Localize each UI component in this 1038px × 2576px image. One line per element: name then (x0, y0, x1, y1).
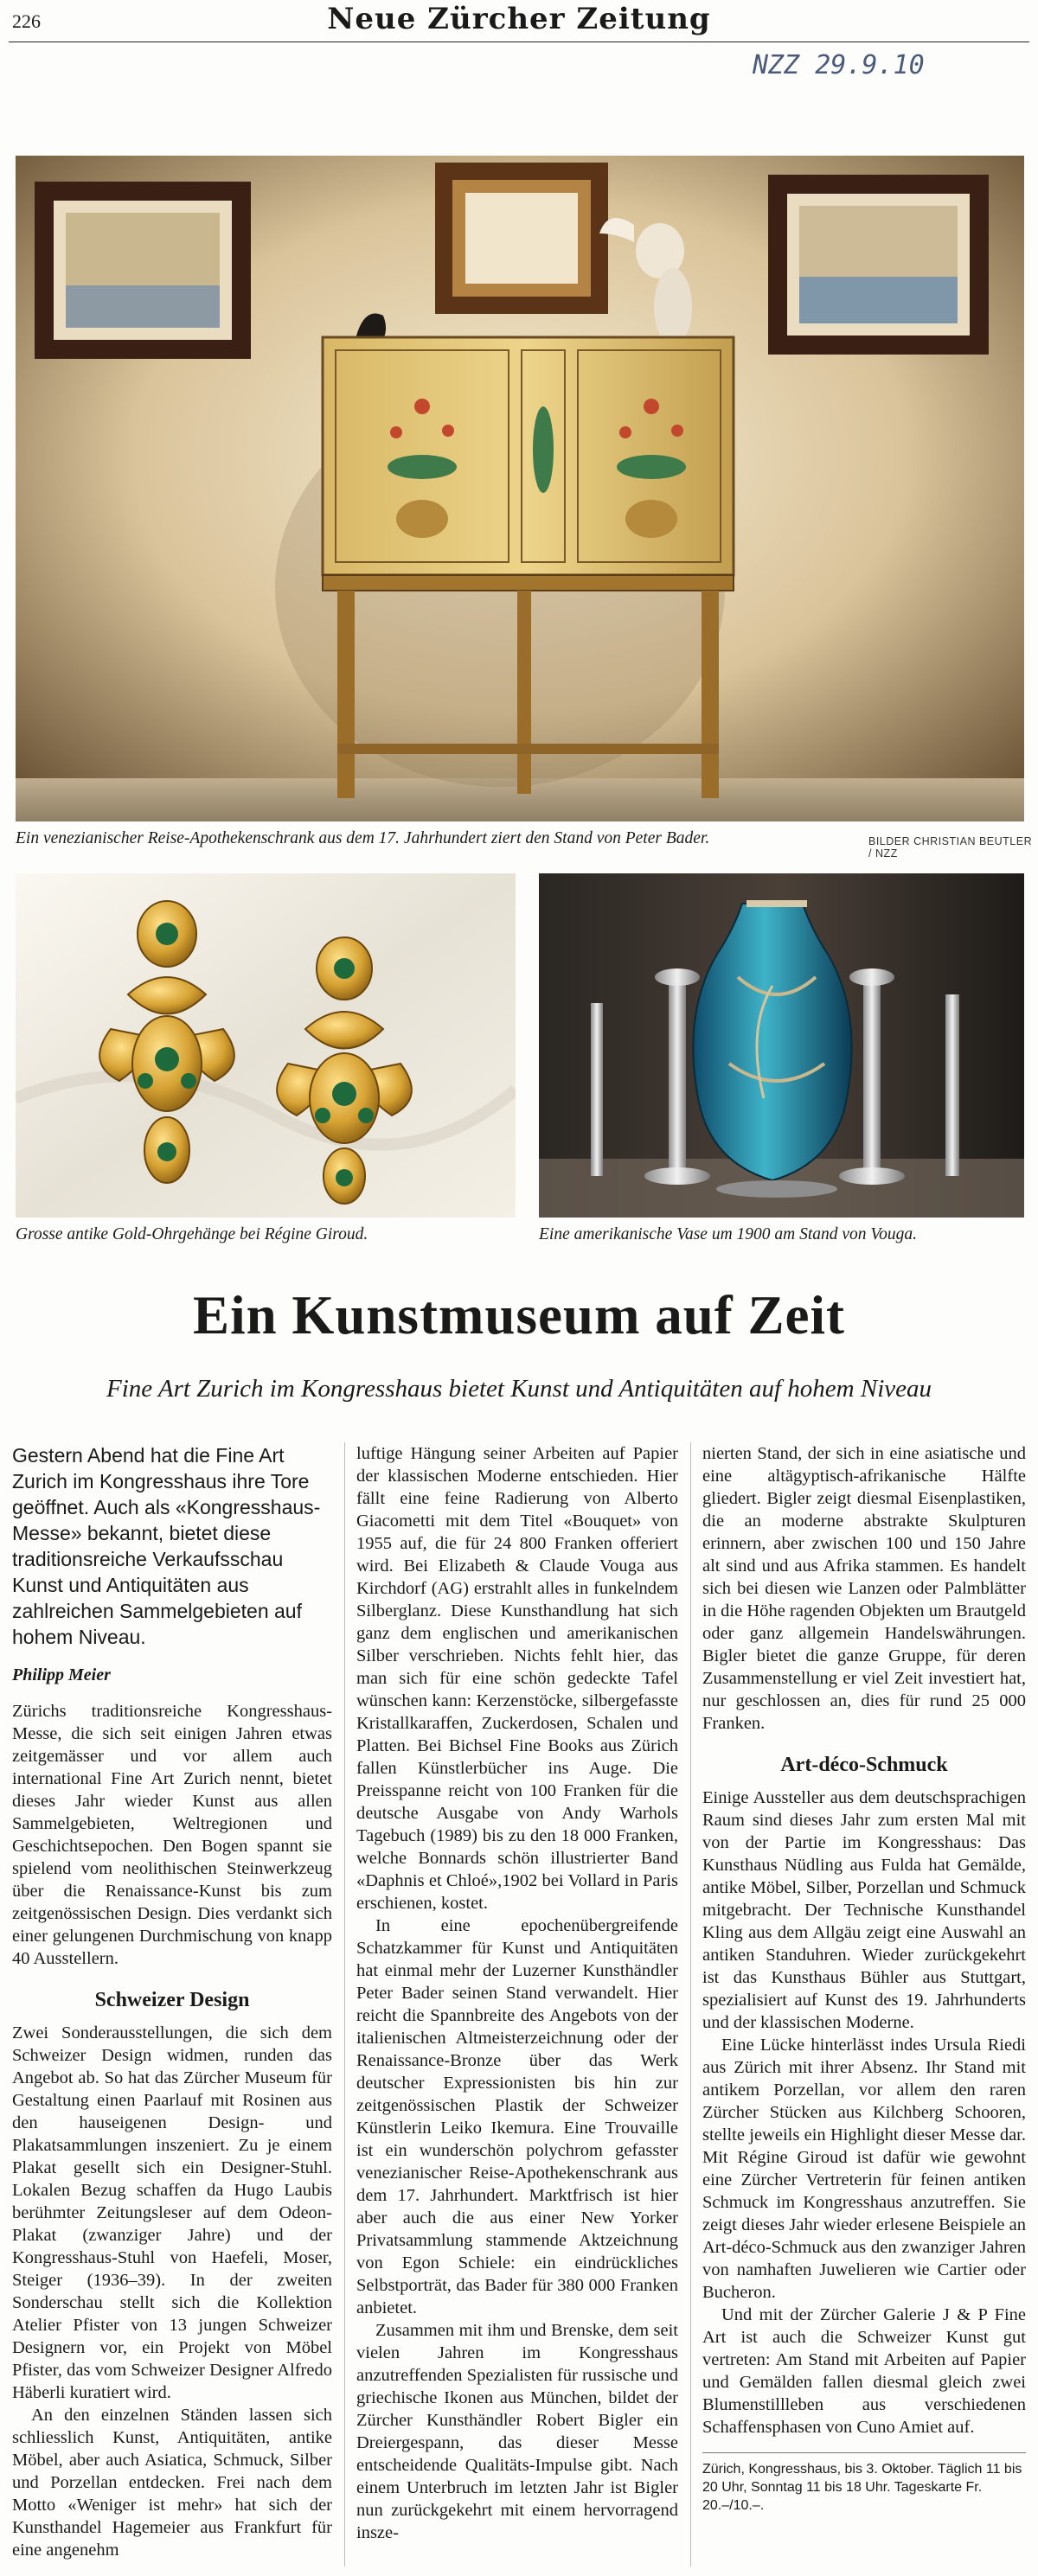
article-lead: Gestern Abend hat die Fine Art Zurich im Kongresshaus ihre Tore geöffnet. Auch als «Kongresshaus-Messe» bekannt, bietet diese traditionsreiche Verkaufsschau Kunst und Antiquitäten aus zahlreichen Sammelgebieten auf hohem Niveau. (12, 1444, 321, 1648)
paragraph: Zusammen mit ihm und Brenske, dem seit vielen Jahren im Kongresshaus anzutreffenden Spezialisten für russische und griechische Ikonen aus München, bildet der Zürcher Kunsthändler Robert Bigler ein Dreiergespann, das dieser Messe entscheidende Qualitäts-Impulse gibt. Nach einem Unterbruch im letzten Jahr ist Bigler nun zurückgekehrt mit einem hervorragend insze- (356, 2321, 678, 2542)
caption-vase-photo: Eine amerikanische Vase um 1900 am Stand von Vouga. (539, 1225, 918, 1243)
paragraph: Zürichs traditionsreiche Kongresshaus-Messe, die sich seit einigen Jahren etwas zeitgemässer und vor allem auch international Fine Art Zurich nennt, bietet dieses Jahr wieder Kunst aus allen Sammelgebieten, Weltregionen und Geschichtsepochen. Den Bogen spannt sie spielend vom neolithischen Steinwerkzeug über die Renaissance-Kunst bis zum zeitgenössischen Design. Dies verdankt sich einer gelungenen Durchmischung von knapp 40 Ausstellern. (12, 1702, 332, 1968)
photo-gold-earrings (16, 873, 516, 1218)
article-column-2 (356, 1442, 678, 2544)
article-column-3 (702, 1442, 1026, 2515)
article-author: Philipp Meier (12, 1665, 111, 1684)
paragraph: Zwei Sonderausstellungen, die sich dem Schweizer Design widmen, runden das Angebot ab. So hat das Zürcher Museum für Gestaltung einen Paarlauf mit Rosinen aus den hauseigenen Design- und Plakatsammlungen inszeniert. Zu je einem Plakat gesellt sich ein Designer-Stuhl. Lokalen Bezug schaffen da Hugo Laubis berühmter Zeitungsleser auf dem Odeon-Plakat (zwanziger Jahre) und der Kongresshaus-Stuhl von Haefeli, Moser, Steiger (1936–39). In der zweiten Sonderschau stellt sich die Kollektion Atelier Pfister von 13 jungen Schweizer Designern vor, ein Projekt von Möbel Pfister, das vom Schweizer Designer Alfredo Häberli kuratiert wird. (12, 2023, 332, 2402)
paragraph: luftige Hängung seiner Arbeiten auf Papier der klassischen Moderne entschieden. Hier fällt eine feine Radierung von Alberto Giacometti mit dem Titel «Bouquet» von 1955 auf, die für 24 800 Franken offeriert wird. Bei Elizabeth & Claude Vouga aus Kirchdorf (AG) erstrahlt alles in funkelndem Silberglanz. Diese Kunsthandlung hat sich ganz dem englischen und amerikanischen Silber verschrieben. Nichts fehlt hier, das man sich für eine schön gedeckte Tafel wünschen kann: Kerzenstöcke, silbergefasste Kristallkaraffen, Zuckerdosen, Schalen und Platten. Bei Bichsel Fine Books aus Zürich fallen Künstlerbücher ins Auge. Die Preisspanne reicht von 100 Franken für die deutsche Ausgabe von Andy Warhols Tagebuch (1989) bis zu den 18 000 Franken, welche Bonnards schön illustrierter Band «Daphnis et Chloé»,1902 bei Vollard in Paris erschienen, kostet. (356, 1444, 678, 1913)
photo-credit: BILDER CHRISTIAN BEUTLER / NZZ (868, 835, 1033, 860)
paragraph: An den einzelnen Ständen lassen sich schliesslich Kunst, Antiquitäten, antike Möbel, aber auch Asiatica, Schmuck, Silber und Porzellan entdecken. Frei nach dem Motto «Weniger ist mehr» hat sich der Kunsthandel Hagemeier aus Frankfurt für eine angenehm (12, 2406, 332, 2560)
column-rule-2 (690, 1442, 691, 2566)
photo-american-vase (539, 873, 1024, 1218)
subheading-schweizer-design: Schweizer Design (94, 1989, 250, 2011)
caption-main-photo: Ein venezianischer Reise-Apothekenschrank aus dem 17. Jahrhundert ziert den Stand von Peter Bader. (16, 829, 710, 847)
caption-earrings-photo: Grosse antike Gold-Ohrgehänge bei Régine Giroud. (16, 1225, 368, 1243)
event-info: Zürich, Kongresshaus, bis 3. Oktober. Täglich 11 bis 20 Uhr, Sonntag 11 bis 18 Uhr. Tageskarte Fr. 20.–/10.–. (702, 2452, 1026, 2515)
masthead: Neue Zürcher Zeitung (327, 2, 711, 36)
article-column-1 (12, 1442, 332, 2561)
article-subtitle: Fine Art Zurich im Kongresshaus bietet Kunst und Antiquitäten auf hohem Niveau (106, 1375, 932, 1403)
handwritten-note: NZZ 29.9.10 (753, 50, 925, 80)
paragraph: Eine Lücke hinterlässt indes Ursula Riedi aus Zürich mit ihrer Absenz. Ihr Stand mit antikem Porzellan, vor allem den raren Zürcher Stücken aus Kilchberg Schooren, stellte jeweils ein Highlight dieser Messe dar. Mit Régine Giroud ist dafür wie gewohnt eine Zürcher Vertreterin für feinen antiken Schmuck im Kongresshaus anzutreffen. Sie zeigt dieses Jahr wieder erlesene Beispiele an Art-déco-Schmuck aus den zwanziger Jahren von namhaften Juwelieren wie Cartier oder Bucheron. (702, 2036, 1026, 2302)
paragraph: Einige Aussteller aus dem deutschsprachigen Raum sind dieses Jahr zum ersten Mal mit von der Partie im Kongresshaus: Das Kunsthaus Nüdling aus Fulda hat Gemälde, antike Möbel, Silber, Porzellan und Schmuck mitgebracht. Der Technische Kunsthandel Kling aus dem Allgäu zeigt eine Auswahl an antiken Standuhren. Wieder zurückgekehrt ist das Kunsthaus Bühler aus Stuttgart, spezialisiert auf Kunst des 19. Jahrhunderts und der klassischen Moderne. (702, 1788, 1026, 2032)
article-title: Ein Kunstmuseum auf Zeit (193, 1285, 845, 1346)
page-number: 226 (12, 10, 41, 32)
paragraph: nierten Stand, der sich in eine asiatische und eine altägyptisch-afrikanische Hälfte gliedert. Bigler zeigt diesmal Eisenplastiken, die an moderne abstrakte Skulpturen erinnern, aber zwischen 100 und 150 Jahre alt sind und aus Afrika stammen. Es handelt sich bei diesen wie Lanzen oder Palmblätter in die Höhe ragenden Objekten um Brautgeld oder ganz allgemein Handelswährungen. Bigler bietet die ganze Gruppe, für deren Zusammenstellung er viel Zeit investiert hat, nur geschlossen an, dies für rund 25 000 Franken. (702, 1444, 1026, 1733)
subheading-art-deco-schmuck: Art-déco-Schmuck (780, 1754, 948, 1776)
paragraph: Und mit der Zürcher Galerie J & P Fine Art ist auch die Schweizer Kunst gut vertreten: Am Stand mit Arbeiten auf Papier und Gemälden fallen diesmal gleich zwei Blumenstillleben aus verschiedenen Schaffensphasen von Cuno Amiet auf. (702, 2305, 1026, 2437)
column-rule-1 (344, 1442, 345, 2566)
paragraph: In eine epochenübergreifende Schatzkammer für Kunst und Antiquitäten hat einmal mehr der Luzerner Kunsthändler Peter Bader seinen Stand verwandelt. Hier reicht die Spannbreite des Angebots von der italienischen Altmeisterzeichnung oder der Renaissance-Bronze über das Werk deutscher Expressionisten bis hin zur zeitgenössischen Plastik der Schweizer Künstlerin Leiko Ikemura. Eine Trouvaille ist ein wunderschön polychrom gefasster venezianischer Reise-Apothekenschrank aus dem 17. Jahrhundert. Marktfrisch ist hier aber auch die aus einer New Yorker Privatsammlung stammende Aktzeichnung von Egon Schiele: ein eindrückliches Selbstporträt, das Bader für 380 000 Franken anbietet. (356, 1916, 678, 2317)
photo-apothecary-cabinet (16, 156, 1024, 821)
